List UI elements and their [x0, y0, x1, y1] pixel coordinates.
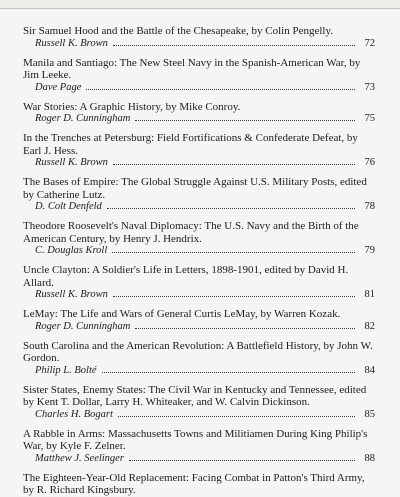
dot-leader: [135, 119, 355, 121]
entry-reviewer-line: [23, 365, 375, 377]
entry-reviewer: C. Douglas Kroll: [35, 245, 108, 256]
toc-entry: [23, 384, 375, 421]
entry-title: In the Trenches at Petersburg: Field Fortifications & Confederate Defeat, by Earl J. Hess.: [23, 132, 358, 157]
toc-entry: [23, 428, 375, 465]
entry-page-number: 72: [364, 37, 375, 49]
entry-reviewer-line: [23, 113, 375, 125]
toc-entry: [23, 308, 375, 333]
entry-title: A Rabble in Arms: Massachusetts Towns and Militiamen During King Philip's War, by Kyle F. Zelner.: [23, 427, 368, 452]
dot-leader: [129, 459, 355, 461]
entry-title: Sister States, Enemy States: The Civil War in Kentucky and Tennessee, edited by Kent T. Dollar, Larry H. Whiteaker, and W. Calvin Dickinson.: [23, 383, 367, 408]
entry-page-number: 73: [364, 81, 375, 93]
entry-title: LeMay: The Life and Wars of General Curtis LeMay, by Warren Kozak.: [23, 308, 341, 320]
entry-page-number: 78: [364, 201, 375, 212]
toc-entry: [23, 264, 375, 301]
entry-page-number: 85: [364, 408, 375, 420]
entry-title: The Bases of Empire: The Global Struggle Against U.S. Military Posts, edited by Catherine Lutz.: [23, 176, 367, 201]
entry-page-number: 79: [364, 245, 375, 256]
entry-title: Sir Samuel Hood and the Battle of the Chesapeake, by Colin Pengelly.: [23, 25, 333, 37]
entry-page-number: 88: [364, 452, 375, 464]
entry-reviewer-line: [23, 38, 375, 50]
toc-entry: [23, 340, 375, 377]
entry-reviewer: Dave Page: [35, 81, 82, 93]
dot-leader: [113, 295, 355, 297]
toc-entry: [23, 101, 375, 126]
toc-entry: [23, 57, 375, 94]
dot-leader: [112, 251, 355, 253]
entry-title: The Eighteen-Year-Old Replacement: Facing Combat in Patton's Third Army, by R. Richard Kingsbury.: [23, 471, 365, 496]
toc-entry: [23, 132, 375, 169]
entry-page-number: 76: [364, 157, 375, 168]
dot-leader: [86, 88, 355, 90]
entry-reviewer: Russell K. Brown: [35, 37, 108, 49]
toc-entry: [23, 25, 375, 50]
entry-title: War Stories: A Graphic History, by Mike Conroy.: [23, 100, 241, 113]
dot-leader: [102, 371, 355, 373]
dot-leader: [118, 415, 355, 417]
toc-entry-partial: [23, 472, 375, 497]
toc-entry: [23, 176, 375, 213]
entry-reviewer: Philip L. Bolté: [35, 364, 97, 376]
entry-reviewer: Russell K. Brown: [35, 157, 108, 168]
entry-title: South Carolina and the American Revolution: A Battlefield History, by John W. Gordon.: [23, 339, 373, 364]
entry-title: Manila and Santiago: The New Steel Navy in the Spanish-American War, by Jim Leeke.: [23, 56, 361, 81]
toc-entry: [23, 220, 375, 257]
dot-leader: [113, 163, 355, 165]
entry-reviewer-line: [23, 453, 375, 465]
entry-reviewer-line: [23, 82, 375, 94]
entry-reviewer-line: [23, 289, 375, 301]
entry-title: Uncle Clayton: A Soldier's Life in Letters, 1898-1901, edited by David H. Allard.: [23, 264, 349, 289]
entry-reviewer-line: [23, 157, 375, 169]
entry-reviewer-line: [23, 409, 375, 421]
entry-page-number: 84: [364, 364, 375, 376]
dot-leader: [135, 327, 355, 329]
entry-reviewer-line: [23, 321, 375, 333]
entry-reviewer: Matthew J. Seelinger: [35, 452, 124, 464]
entry-page-number: 75: [364, 113, 375, 124]
entry-reviewer: Roger D. Cunningham: [35, 113, 131, 124]
entry-reviewer-line: [23, 245, 375, 257]
entry-title: Theodore Roosevelt's Naval Diplomacy: The U.S. Navy and the Birth of the American Century, by Henry J. Hendrix.: [23, 220, 359, 245]
entry-reviewer: Charles H. Bogart: [35, 408, 113, 420]
entry-reviewer: D. Colt Denfeld: [35, 201, 102, 212]
page-top-edge: [0, 0, 400, 9]
dot-leader: [107, 207, 355, 209]
entry-page-number: 82: [364, 320, 375, 332]
table-of-contents: [23, 25, 375, 497]
entry-reviewer-line: [23, 201, 375, 213]
entry-reviewer: Roger D. Cunningham: [35, 320, 131, 332]
dot-leader: [113, 44, 355, 46]
entry-reviewer: Russell K. Brown: [35, 289, 108, 300]
entry-page-number: 81: [364, 289, 375, 300]
